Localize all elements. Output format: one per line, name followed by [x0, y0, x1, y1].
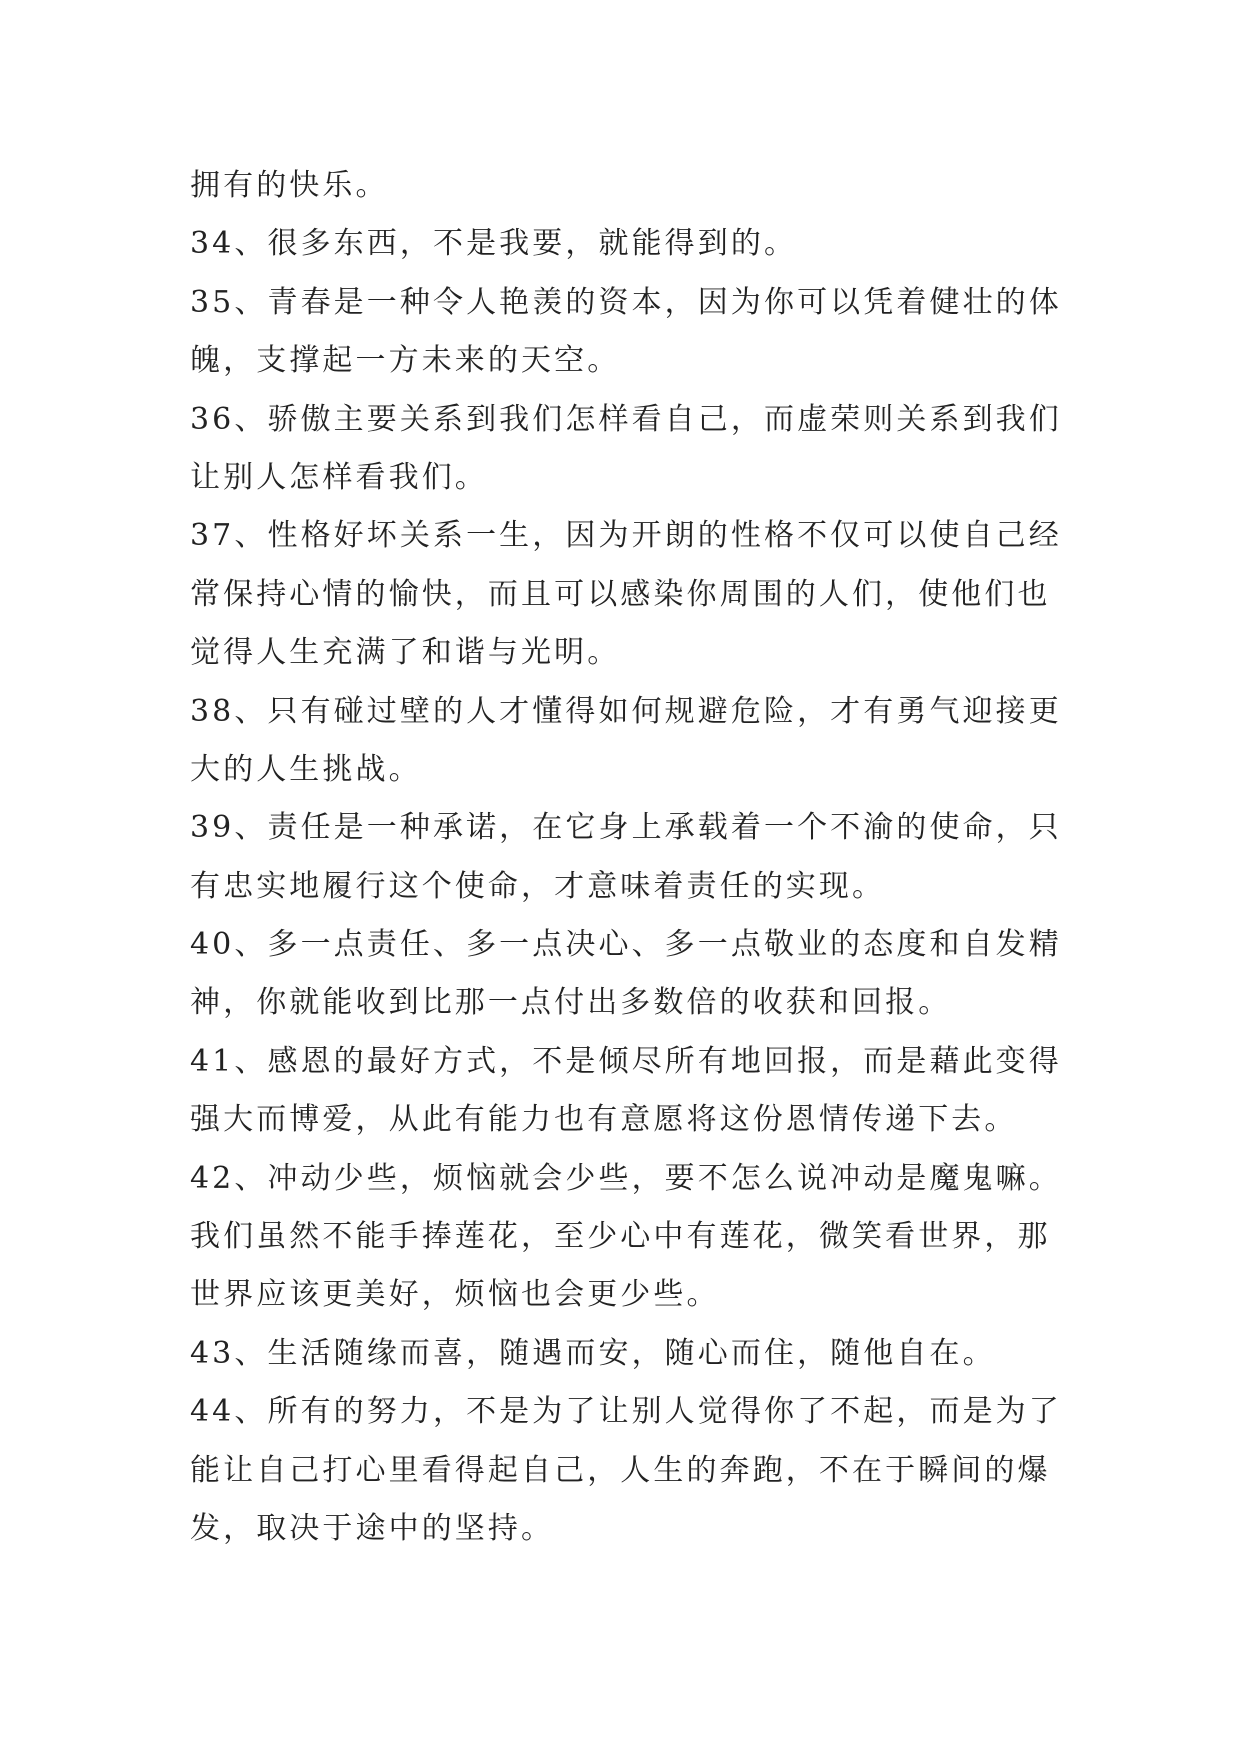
text-line: 让别人怎样看我们。 [190, 459, 488, 495]
text-line: 觉得人生充满了和谐与光明。 [190, 635, 621, 671]
text-line: 世界应该更美好，烦恼也会更少些。 [190, 1277, 720, 1313]
text-line: 我们虽然不能手捧莲花，至少心中有莲花，微笑看世界，那 [190, 1219, 1051, 1255]
text-line: 39、责任是一种承诺，在它身上承载着一个不渝的使命，只 [190, 810, 1062, 846]
text-line: 40、多一点责任、多一点决心、多一点敬业的态度和自发精 [190, 927, 1062, 963]
body-text [190, 157, 1090, 1558]
text-line: 41、感恩的最好方式，不是倾尽所有地回报，而是藉此变得 [190, 1043, 1062, 1079]
text-line: 36、骄傲主要关系到我们怎样看自己，而虚荣则关系到我们 [190, 401, 1062, 437]
text-line: 魄，支撑起一方未来的天空。 [190, 343, 621, 379]
text-line: 神，你就能收到比那一点付出多数倍的收获和回报。 [190, 985, 952, 1021]
text-line: 拥有的快乐。 [190, 168, 389, 203]
text-line: 42、冲动少些，烦恼就会少些，要不怎么说冲动是魔鬼嘛。 [190, 1160, 1062, 1196]
text-line: 38、只有碰过壁的人才懂得如何规避危险，才有勇气迎接更 [190, 693, 1062, 729]
text-line: 能让自己打心里看得起自己，人生的奔跑，不在于瞬间的爆 [190, 1452, 1051, 1488]
text-line: 34、很多东西，不是我要，就能得到的。 [190, 226, 798, 262]
text-line: 43、生活随缘而喜，随遇而安，随心而住，随他自在。 [190, 1335, 996, 1371]
text-line: 发，取决于途中的坚持。 [190, 1510, 555, 1546]
text-line: 强大而博爱，从此有能力也有意愿将这份恩情传递下去。 [190, 1102, 1018, 1138]
text-line: 有忠实地履行这个使命，才意味着责任的实现。 [190, 868, 886, 904]
text-line: 35、青春是一种令人艳羡的资本，因为你可以凭着健壮的体 [190, 284, 1062, 320]
text-line: 常保持心情的愉快，而且可以感染你周围的人们，使他们也 [190, 576, 1051, 612]
text-line: 37、性格好坏关系一生，因为开朗的性格不仅可以使自己经 [190, 518, 1062, 554]
text-line: 大的人生挑战。 [190, 751, 422, 787]
text-line: 44、所有的努力，不是为了让别人觉得你了不起，而是为了 [190, 1394, 1062, 1430]
